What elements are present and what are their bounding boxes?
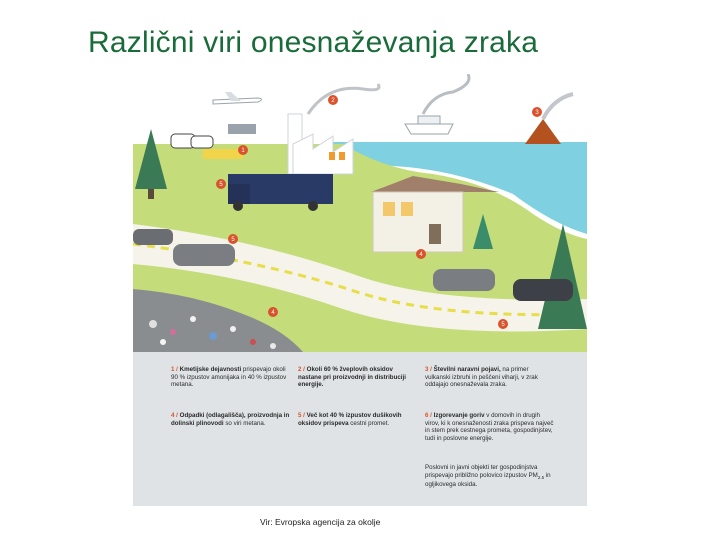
car-right [433, 269, 495, 291]
legend-number: 5 / [298, 412, 305, 419]
legend-heading: Izgorevanje goriv [433, 412, 485, 419]
legend-text: so viri metana. [225, 419, 266, 427]
legend-area [133, 352, 587, 506]
legend-text: prispevajo okoli 90 % izpustov amonijaka in 40 % izpustov metana. [171, 366, 287, 389]
car-middle [173, 244, 235, 266]
infographic-panel [133, 74, 587, 506]
car-left [133, 229, 173, 245]
legend-item-4 [171, 412, 291, 427]
legend-item-1 [171, 366, 291, 389]
svg-text:4: 4 [271, 310, 275, 316]
legend-item-6 [425, 412, 555, 442]
source-caption: Vir: Evropska agencija za okolje [260, 517, 381, 527]
legend-text: v domovih in drugih virov, ki k onesnaženosti zraka prispeva največ in stem prek cestnega prometa, gospodinjstev, tudi in poslovne energije. [425, 412, 554, 442]
legend-number: 1 / [171, 366, 178, 373]
legend-item-3 [425, 366, 555, 389]
legend-note: Poslovni in javni objekti ter gospodinjstva prispevajo približno polovico izpustov $PM_{2.5}$ in ogljikovega oksida. [425, 464, 551, 489]
legend-heading: Kmetijske dejavnosti [179, 366, 242, 373]
legend-text: cestni promet. [350, 419, 390, 427]
legend-item-5 [298, 412, 418, 427]
pollution-scene-illustration [133, 74, 587, 352]
legend-heading: Številni naravni pojavi, [433, 366, 501, 373]
svg-text:1: 1 [241, 148, 245, 154]
legend-heading: Okoli 60 % žveplovih oksidov nastane pri proizvodnji in distribuciji energije. [298, 366, 406, 389]
legend-number: 6 / [425, 412, 432, 419]
legend-heading: Odpadki (odlagališča), proizvodnja in dolinski plinovodi [171, 412, 290, 427]
legend-item-2 [298, 366, 418, 389]
car-dark [513, 279, 573, 301]
legend-heading: Več kot 40 % izpustov dušikovih oksidov prispeva [298, 412, 402, 427]
svg-text:2: 2 [331, 98, 335, 104]
svg-text:3: 3 [535, 110, 539, 116]
page-title: Različni viri onesnaževanja zraka [88, 26, 539, 59]
legend-number: 2 / [298, 366, 305, 373]
svg-text:5: 5 [501, 322, 505, 328]
svg-text:5: 5 [231, 237, 235, 243]
svg-text:4: 4 [419, 252, 423, 258]
legend-text: na primer vulkanski izbruhi in peščeni viharji, v zrak oddajajo onesnaževala zraka. [425, 366, 538, 389]
svg-text:5: 5 [219, 182, 223, 188]
legend-number: 4 / [171, 412, 178, 419]
legend-number: 3 / [425, 366, 432, 373]
